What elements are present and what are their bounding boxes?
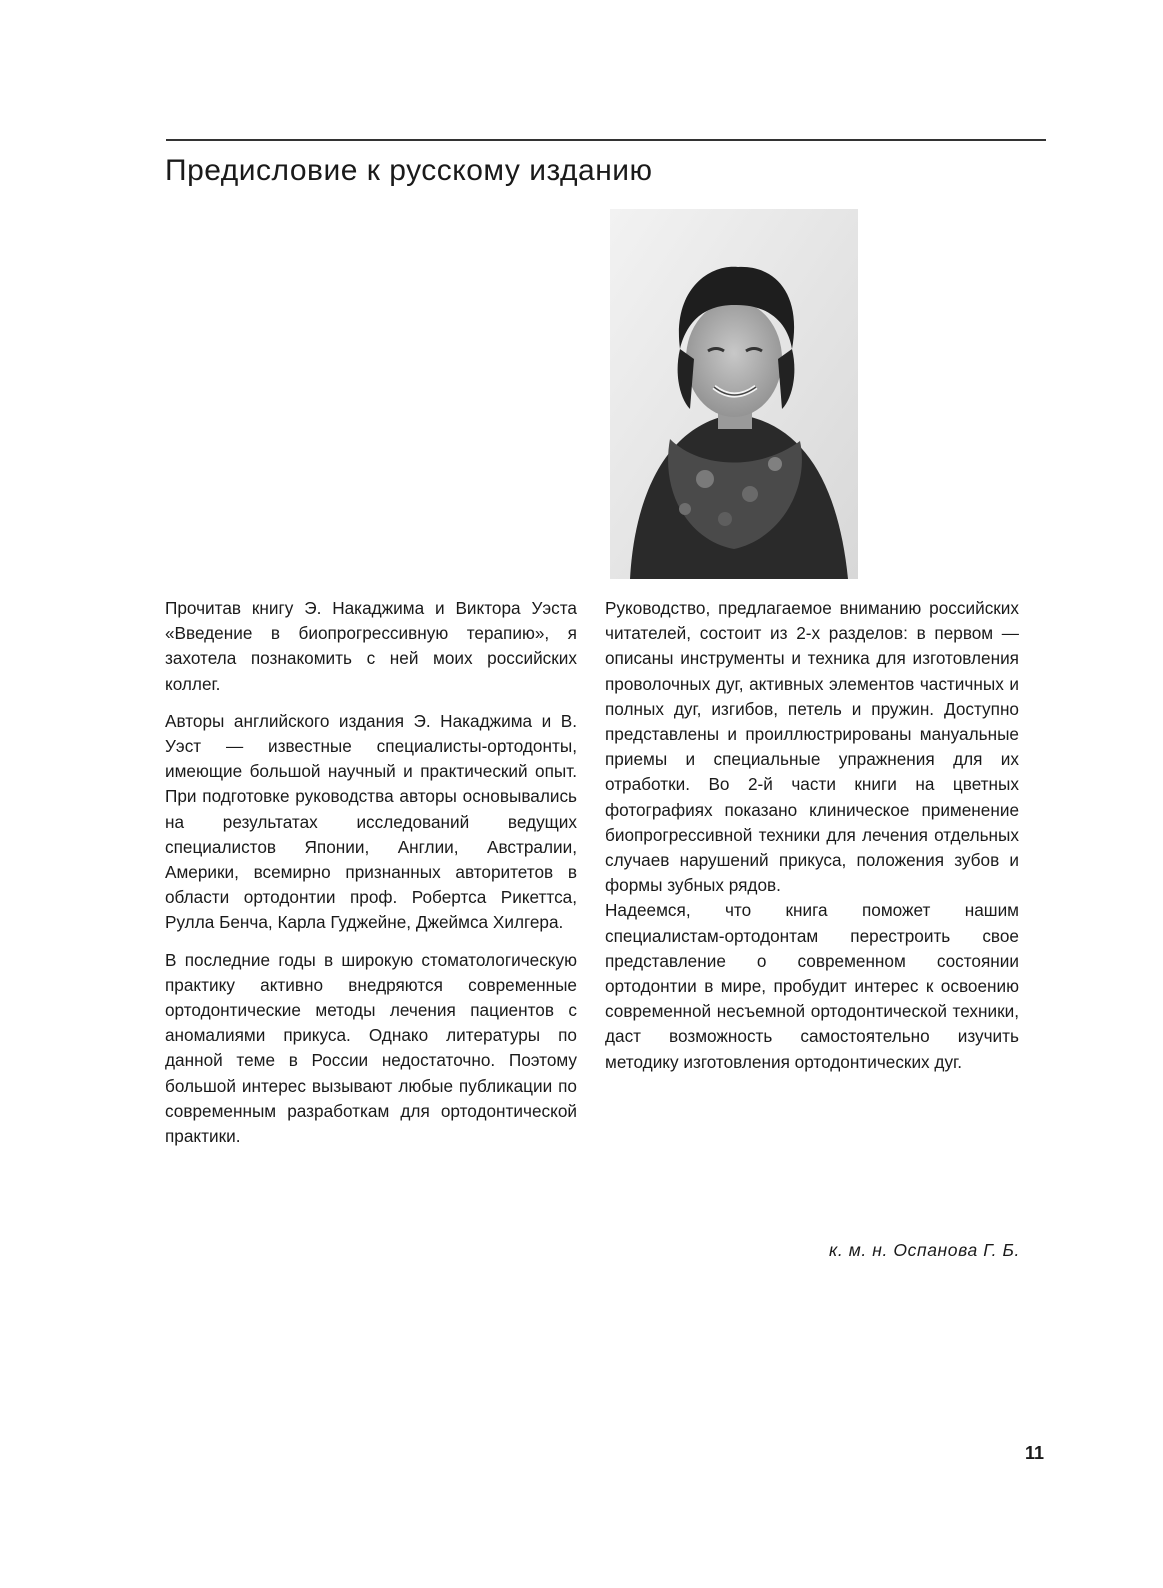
paragraph-authors: Авторы английского издания Э. Накаджима и В. Уэст — известные специалисты-ортодонты, имеющие большой научный и практический опыт. При подготовке руководства авторы основывались на результатах исследований ведущих специалистов Японии, Англии, Австралии, Америки, всемирно признанных авторитетов в области ортодонтии проф. Робертса Рикеттса, Рулла Бенча, Карла Гуджейне, Джеймса Хилгера. [165, 710, 577, 933]
page-number: 11 [1024, 1443, 1044, 1463]
paragraph-recent-years: В последние годы в широкую стоматологическую практику активно внедряются современные ортодонтические методы лечения пациентов с аномалиями прикуса. Однако литературы по данной теме в России недостаточно. Поэтому большой интерес вызывают любые публикации по современным разработкам для ортодонтической практики. [165, 949, 577, 1147]
left-text-column [165, 596, 577, 1149]
paragraph-guide-structure: Руководство, предлагаемое вниманию российских читателей, состоит из 2-х разделов: в первом — описаны инструменты и техника для изготовления проволочных дуг, активных элементов частичных и полных дуг, изгибов, петель и пружин. Доступно представлены и проиллюстрированы мануальные приемы и специальные упражнения для их отработки. Во 2-й части книги на цветных фотографиях показано клиническое применение биопрогрессивной техники для лечения отдельных случаев нарушений прикуса, положения зубов и формы зубных рядов. [605, 598, 1019, 896]
header-rule [166, 139, 1046, 141]
page-title: Предисловие к русскому изданию [165, 154, 653, 187]
author-signature: к. м. н. Оспанова Г. Б. [828, 1240, 1020, 1260]
author-photo [610, 209, 858, 579]
paragraph-hope: Надеемся, что книга поможет нашим специалистам-ортодонтам перестроить свое представление о современном состоянии ортодонтии в мире, пробудит интерес к освоению современной несъемной ортодонтической техники, даст возможность самостоятельно изучить методику изготовления ортодонтических дуг. [605, 900, 1019, 1072]
right-text-column [605, 596, 1019, 1075]
paragraph-intro: Прочитав книгу Э. Накаджима и Виктора Уэста «Введение в биопрогрессивную терапию», я захотела познакомить с ней моих российских коллег. [165, 598, 577, 694]
